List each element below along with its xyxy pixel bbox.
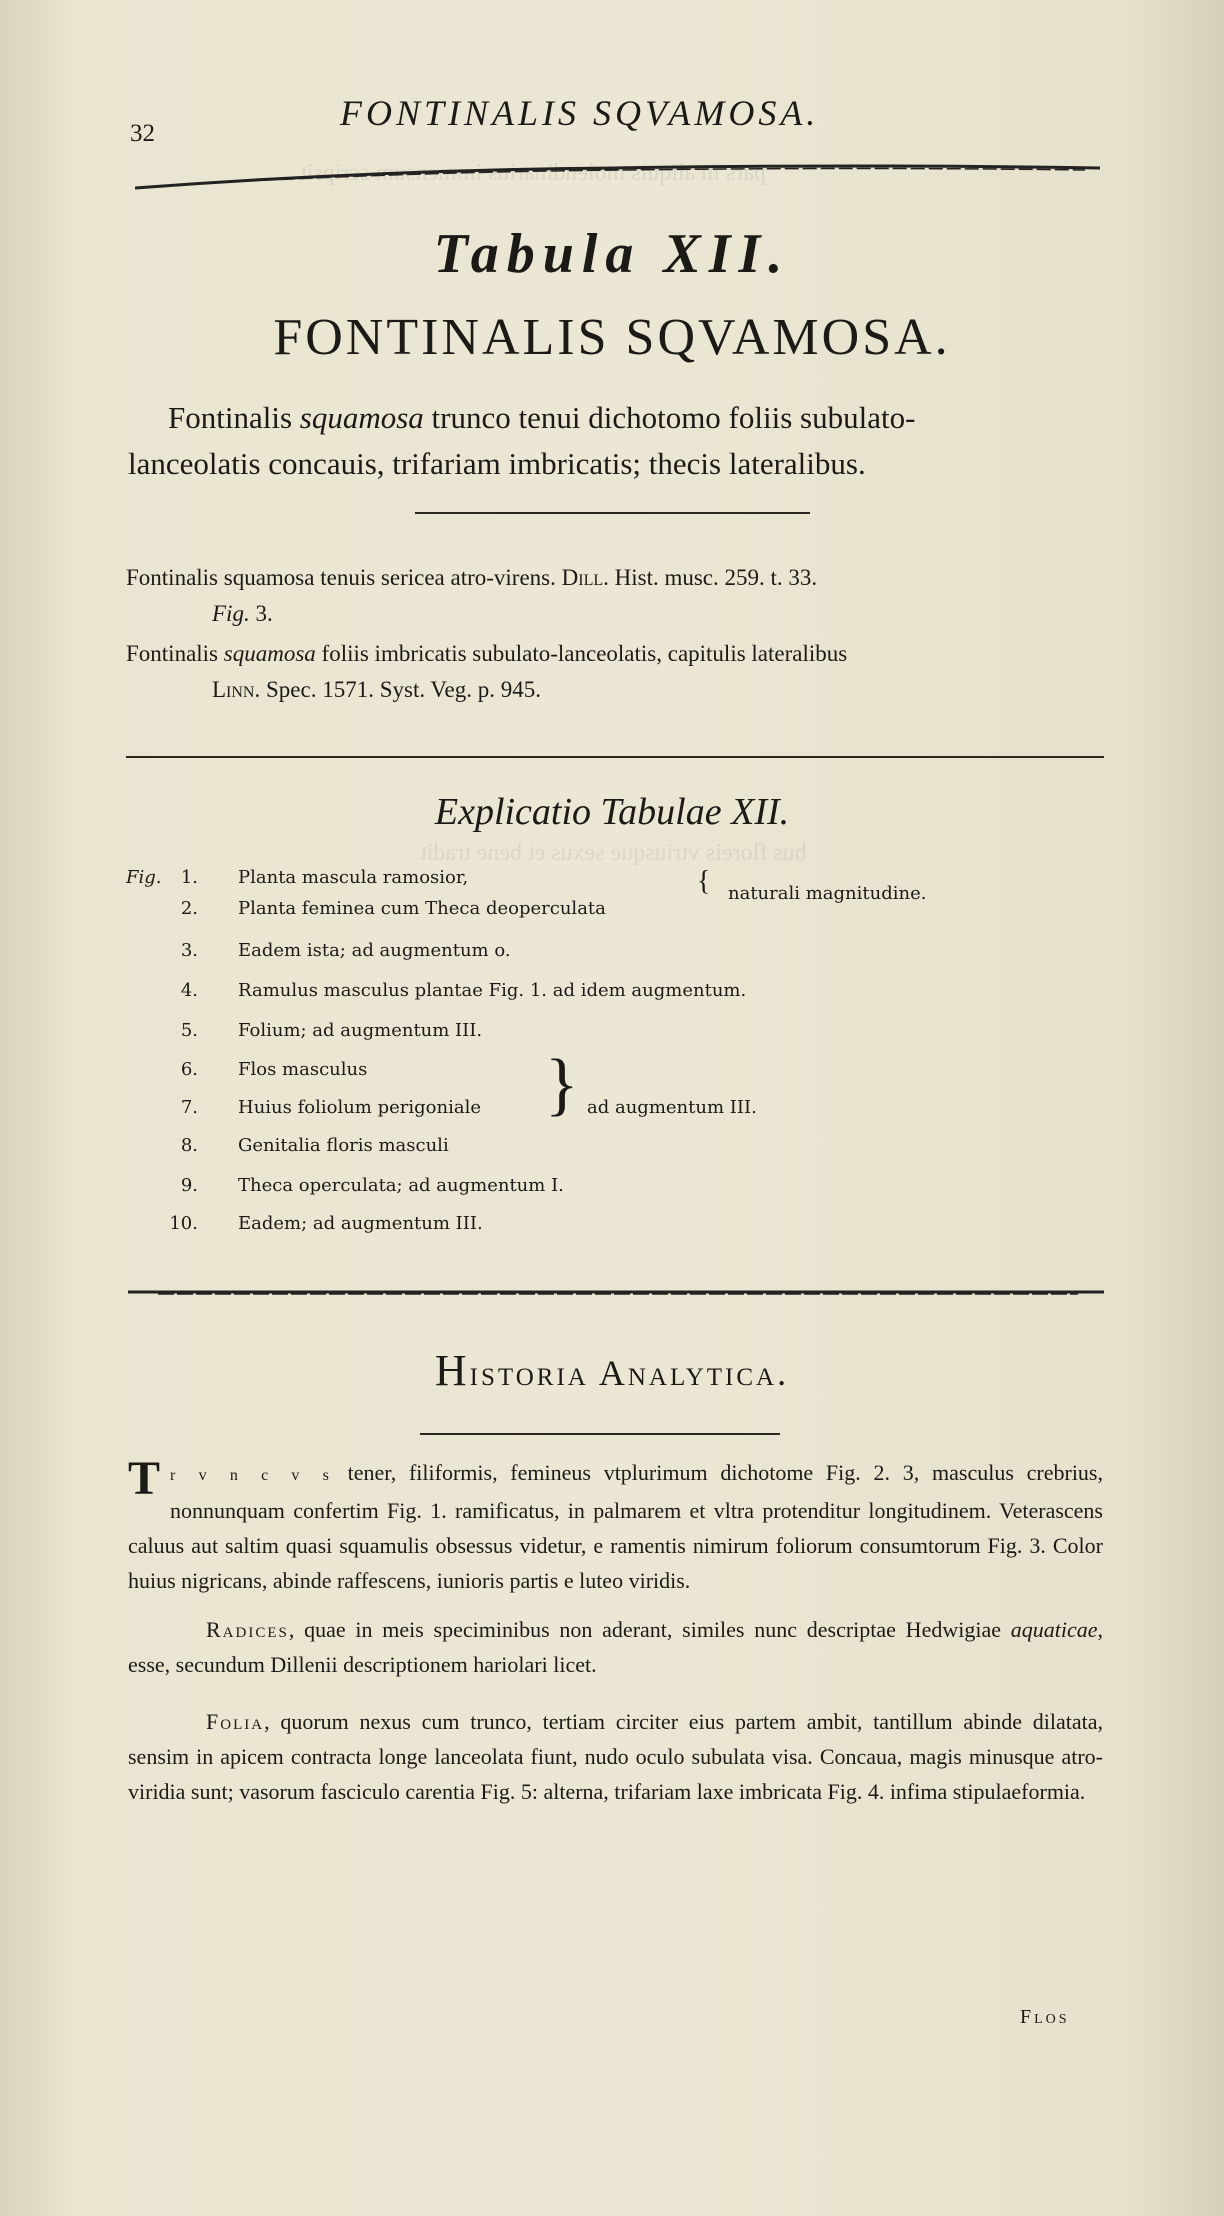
figure-number: 6. <box>180 1059 198 1080</box>
historia-title: Historia Analytica. <box>434 1346 790 1395</box>
figure-item <box>168 1097 481 1118</box>
figure-caption: Huius foliolum perigoniale <box>238 1097 481 1118</box>
synonym-linnaeus <box>126 636 1106 708</box>
figure-number: 4. <box>180 980 198 1001</box>
page-number: 32 <box>130 120 155 147</box>
figure-item <box>168 1020 482 1041</box>
figure-number: 2. <box>180 898 198 919</box>
bleed-through-text: bus floreis vtriusque sexus et bene tradit <box>420 840 807 866</box>
figure-number: 5. <box>180 1020 198 1041</box>
figure-item <box>168 867 468 888</box>
figure-caption: Ramulus masculus plantae Fig. 1. ad idem augmentum. <box>238 980 747 1001</box>
synonym-dillenius-fig: Fig. 3. <box>212 601 273 626</box>
figure-number: 9. <box>180 1175 198 1196</box>
figure-number: 1. <box>180 867 198 888</box>
figure-number: 3. <box>180 940 198 961</box>
paragraph-radices: Radices, quae in meis speciminibus non aderant, similes nunc descriptae Hedwigiae aquaticae, esse, secundum Dillenii descriptionem hariolari licet. <box>128 1617 1103 1677</box>
synonym-linnaeus-ref: Linn. Spec. 1571. Syst. Veg. p. 945. <box>212 677 541 702</box>
plate-title: Tabula XII. <box>433 223 791 285</box>
running-head: FONTINALIS SQVAMOSA. <box>340 93 820 133</box>
figure-caption: Planta feminea cum Theca deoperculata <box>238 898 606 919</box>
figure-item <box>168 898 606 919</box>
figure-item <box>168 940 511 961</box>
synonym-dillenius <box>126 560 1106 632</box>
divider-historia <box>420 1433 780 1435</box>
paragraph-truncus: Tr v n c v s tener, filiformis, femineus vtplurimum dichotome Fig. 2. 3, masculus crebrius, nonnunquam confertim Fig. 1. ramificatus, in palmarem et vltra protenditur longitudinem. Veterascens caluus aut saltim quasi squamulis obsessus videtur, e ramentis nimirum foliorum consumtorum Fig. 3. Color huius nigricans, abinde raffescens, iunioris partis e luteo viridis. <box>128 1452 1103 1593</box>
explicatio-title: Explicatio Tabulae XII. <box>434 791 790 833</box>
figure-caption: Theca operculata; ad augmentum I. <box>238 1175 564 1196</box>
figure-caption: Eadem ista; ad augmentum o. <box>238 940 511 961</box>
figure-caption: Flos masculus <box>238 1059 368 1080</box>
figure-caption: Folium; ad augmentum III. <box>238 1020 483 1041</box>
figure-item <box>168 1175 564 1196</box>
figure-item <box>168 980 746 1001</box>
paragraph-folia: Folia, quorum nexus cum trunco, tertiam circiter eius partem ambit, tantillum abinde dilatata, sensim in apicem contracta longe lanceolata fiunt, nudo oculo subulata visa. Concaua, magis minusque atro-viridia sunt; vasorum fasciculo carentia Fig. 5: alterna, trifariam laxe imbricata Fig. 4. infima stipulaeformia. <box>128 1709 1103 1804</box>
brace-note-1: naturali magnitudine. <box>728 883 927 904</box>
catchword: Flos <box>1020 2006 1070 2028</box>
fig-label: Fig. <box>126 867 162 888</box>
figure-caption: Planta mascula ramosior, <box>238 867 469 888</box>
figure-number: 8. <box>180 1135 198 1156</box>
divider-full <box>126 756 1104 758</box>
figure-item <box>168 1135 449 1156</box>
figure-number: 10. <box>169 1213 198 1234</box>
synonym-dillenius-line: Fontinalis squamosa tenuis sericea atro-virens. Dill. Hist. musc. 259. t. 33. <box>126 565 818 590</box>
figure-caption: Genitalia floris masculi <box>238 1135 449 1156</box>
figure-item <box>168 1213 483 1234</box>
figure-number: 7. <box>180 1097 198 1118</box>
divider-short <box>415 512 810 514</box>
diagnosis-line-1: Fontinalis squamosa trunco tenui dichotomo foliis subulato- <box>168 400 916 435</box>
brace-note-2: ad augmentum III. <box>587 1097 757 1118</box>
diagnosis-line-2: lanceolatis concauis, trifariam imbricatis; thecis lateralibus. <box>128 446 866 481</box>
historia-body <box>128 1452 1103 1823</box>
synonym-linnaeus-line: Fontinalis squamosa foliis imbricatis subulato-lanceolatis, capitulis lateralibus <box>126 641 848 666</box>
species-title: FONTINALIS SQVAMOSA. <box>273 309 951 366</box>
brace-2: } <box>545 1046 579 1123</box>
brace-1: { <box>697 866 711 897</box>
figure-item <box>168 1059 367 1080</box>
ornamental-rule-top <box>135 160 1100 190</box>
species-diagnosis <box>128 395 1098 487</box>
bleed-through-text: pars in aliquis molendinarius immensum scripsit <box>300 160 766 186</box>
figure-caption: Eadem; ad augmentum III. <box>238 1213 483 1234</box>
ornamental-rule-middle <box>128 1282 1104 1302</box>
